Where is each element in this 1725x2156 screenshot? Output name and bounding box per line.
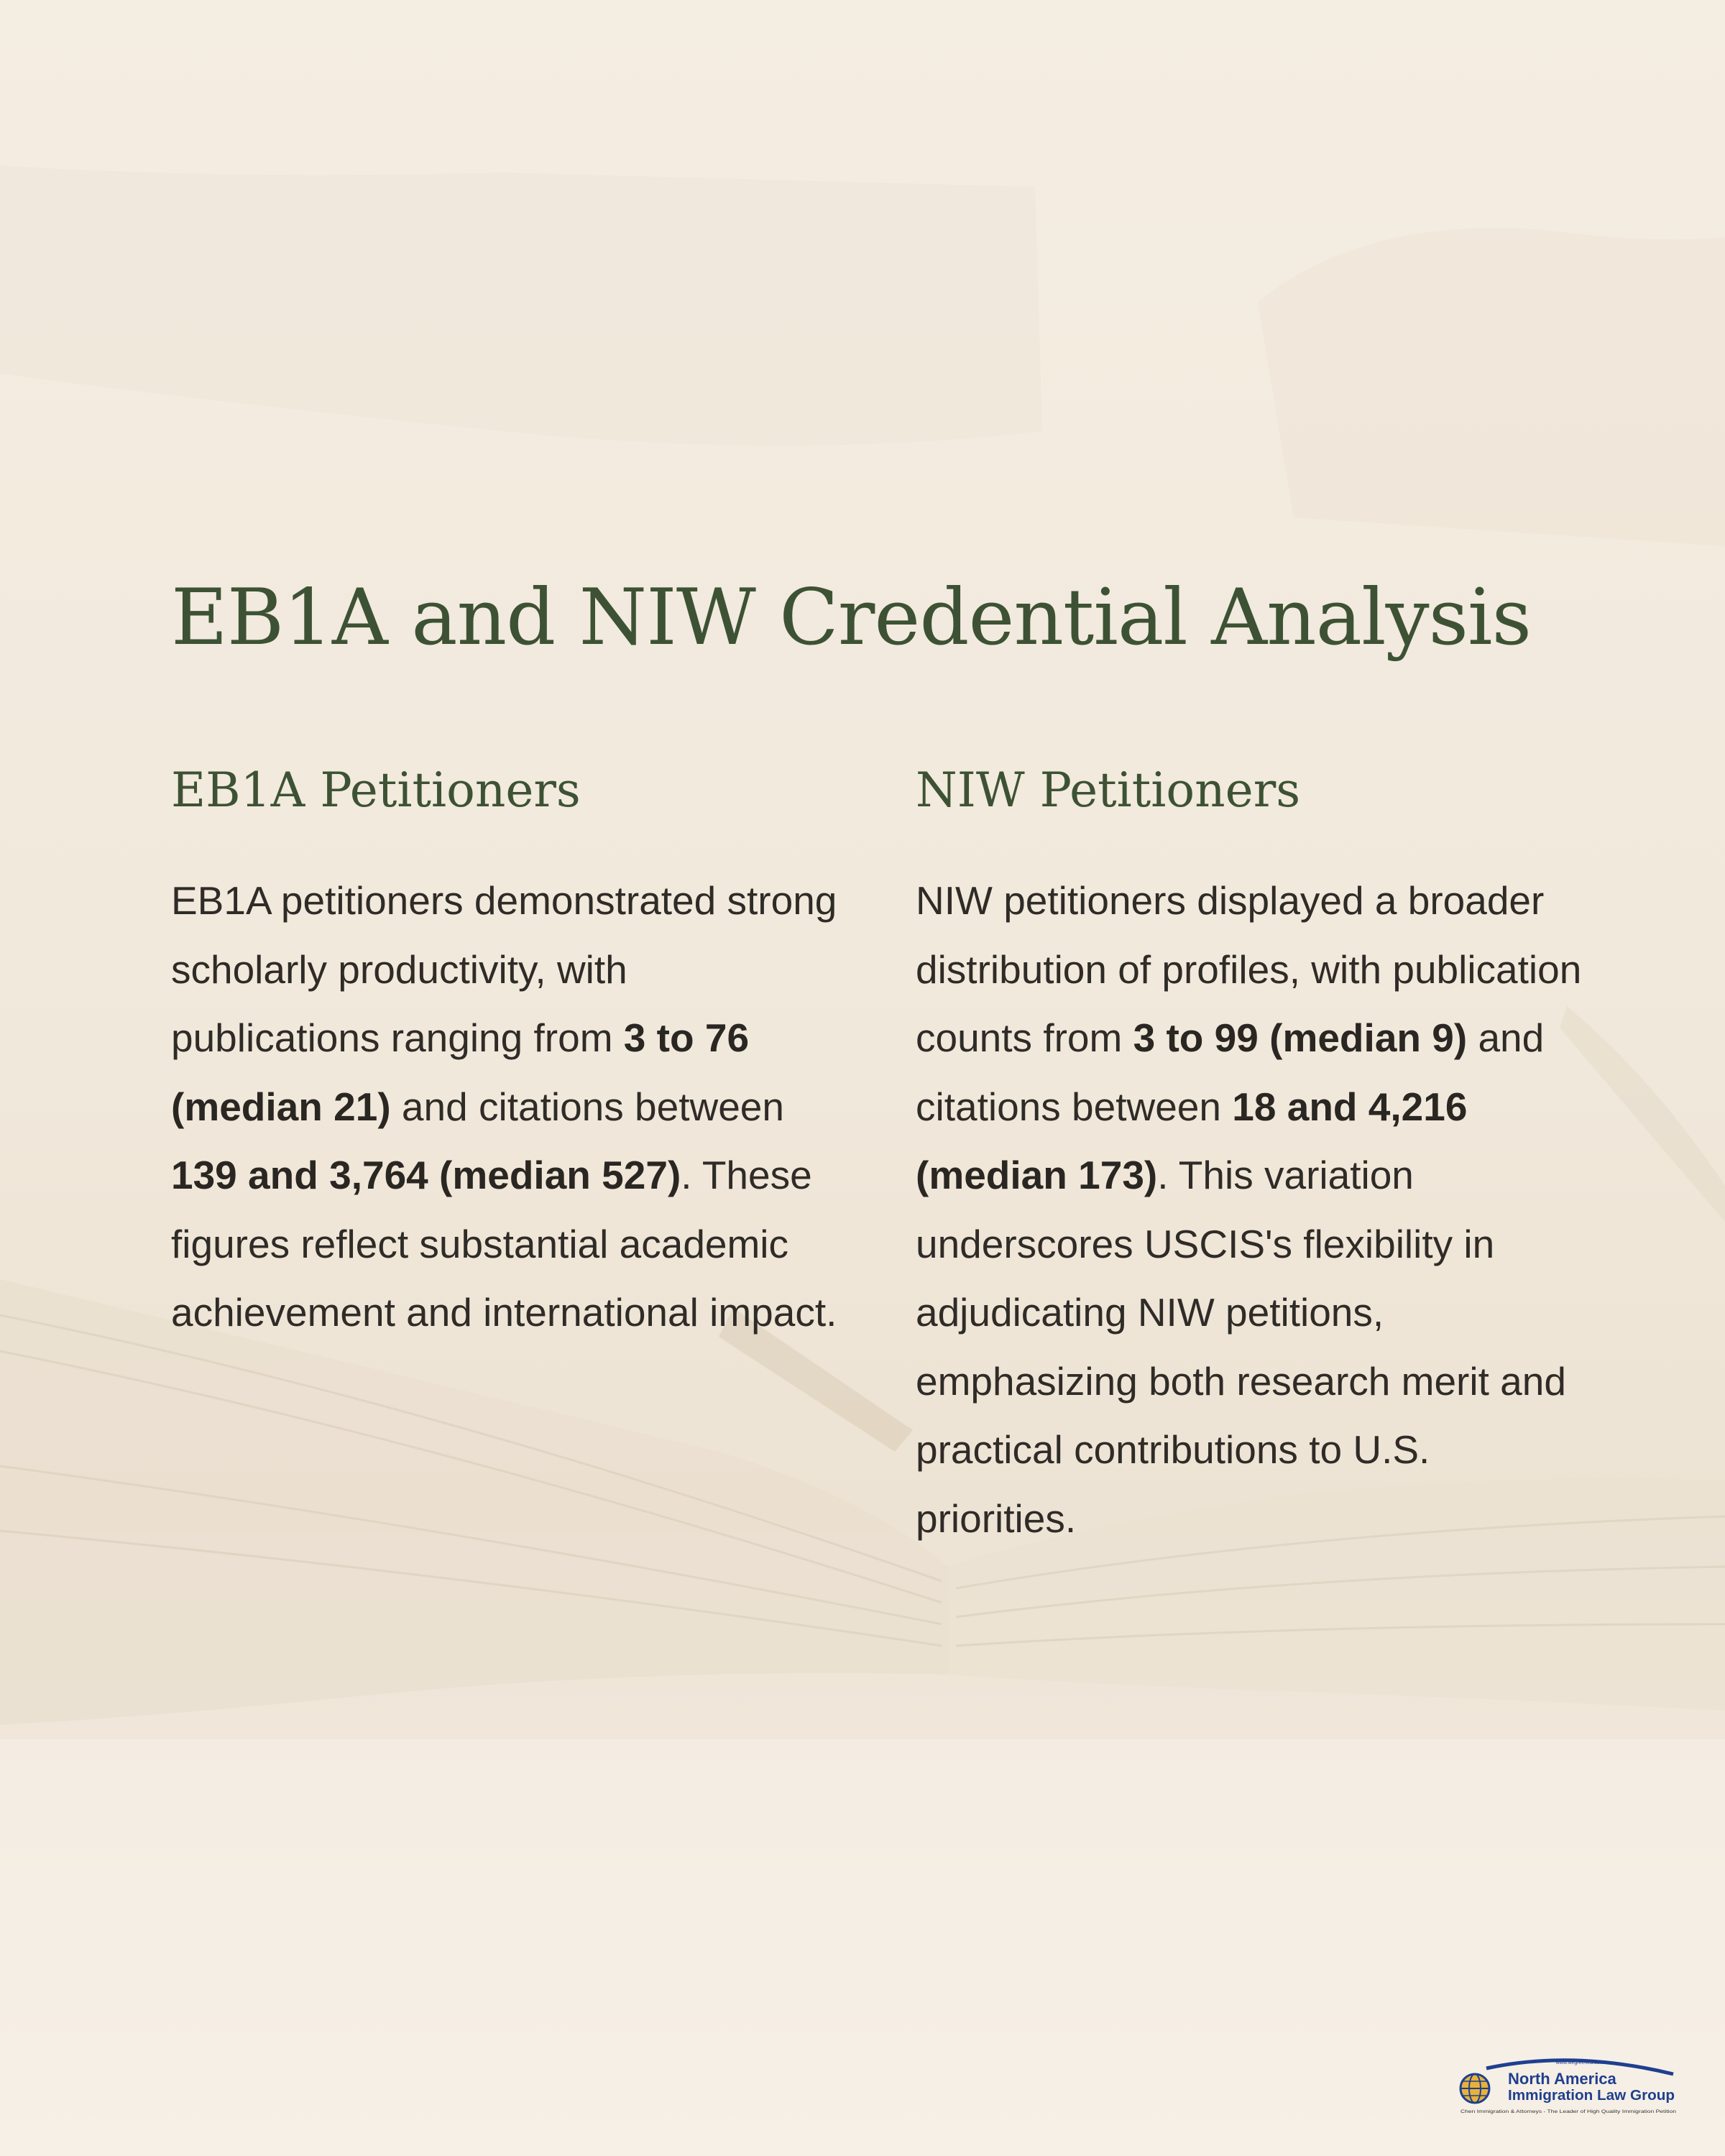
eb1a-text-3: . These figures reflect substantial academic achievement and international impact. bbox=[171, 1153, 837, 1335]
niw-text-3: . This variation underscores USCIS's flexibility in adjudicating NIW petitions, emphasizing both research merit and practical contributions to U.S. priorities. bbox=[916, 1153, 1566, 1541]
niw-publication-range: 3 to 99 (median 9) bbox=[1133, 1015, 1468, 1060]
eb1a-text-1: EB1A petitioners demonstrated strong scholarly productivity, with publications ranging from bbox=[171, 878, 837, 1060]
company-logo bbox=[1458, 2053, 1680, 2117]
logo-url: www.wegreened.com bbox=[1555, 2060, 1604, 2065]
eb1a-publication-range: 3 to 76 (median 21) bbox=[171, 1015, 750, 1129]
niw-citation-range: 18 and 4,216 (median 173) bbox=[916, 1084, 1468, 1197]
logo-line-2: Immigration Law Group bbox=[1508, 2088, 1675, 2104]
eb1a-text-2: and citations between bbox=[390, 1084, 784, 1129]
logo-tagline: Chen Immigration & Attorneys - The Leader of High Quality Immigration Petition bbox=[1460, 2109, 1677, 2114]
eb1a-section bbox=[171, 755, 840, 1348]
eb1a-paragraph bbox=[171, 867, 840, 1348]
niw-text-1: NIW petitioners displayed a broader distribution of profiles, with publication counts from bbox=[916, 878, 1582, 1060]
eb1a-heading: EB1A Petitioners bbox=[171, 763, 581, 818]
page-title: EB1A and NIW Credential Analysis bbox=[171, 573, 1532, 663]
logo-line-1: North America bbox=[1508, 2070, 1616, 2088]
globe-icon bbox=[1460, 2074, 1489, 2103]
niw-text-2: and citations between bbox=[916, 1015, 1545, 1129]
eb1a-citation-range: 139 and 3,764 (median 527) bbox=[171, 1153, 681, 1197]
niw-section bbox=[916, 755, 1591, 1553]
niw-heading: NIW Petitioners bbox=[916, 763, 1301, 818]
niw-paragraph bbox=[916, 867, 1591, 1553]
